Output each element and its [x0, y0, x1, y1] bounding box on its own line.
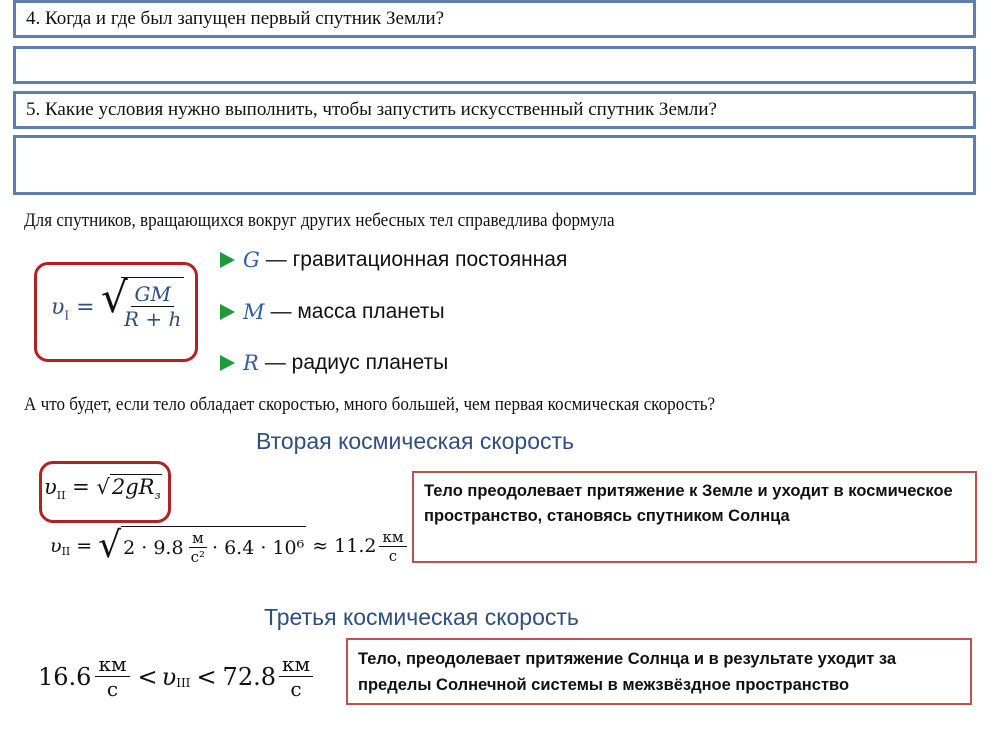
- second-speed-heading: Вторая космическая скорость: [256, 428, 575, 454]
- triangle-bullet-icon: [220, 252, 235, 268]
- question-4-box: [13, 0, 976, 38]
- legend-item-g: G — гравитационная постоянная: [220, 248, 567, 272]
- triangle-bullet-icon: [220, 304, 235, 320]
- escape-question: А что будет, если тело обладает скоростью, много большей, чем первая космическая скорость?: [24, 394, 716, 415]
- legend-item-r: R — радиус планеты: [220, 351, 448, 375]
- first-speed-formula: $\upsilon_I$ =: [51, 295, 95, 323]
- sqrt-sign: √: [101, 273, 128, 322]
- first-speed-formula-box: $\upsilon_I$ = √ $\frac{GM}{R + h}$: [34, 262, 198, 362]
- third-speed-note: Тело, преодолевает притяжение Солнца и в результате уходит за пределы Солнечной системы в межзвёздное пространство: [346, 638, 972, 705]
- question-5-text: 5. Какие условия нужно выполнить, чтобы запустить искусственный спутник Земли?: [26, 99, 717, 120]
- third-speed-inequality: 16.6 $\frac{км}{с}$ < υ $_{III}$ < 72.8 $\frac{км}{с}$: [38, 652, 313, 701]
- legend-item-m: M — масса планеты: [220, 300, 445, 324]
- third-speed-heading: Третья космическая скорость: [264, 604, 579, 630]
- answer-5-field[interactable]: [13, 135, 976, 195]
- second-speed-calculation: υ $_{II}$ = √ 2 · 9.8 $\frac{м}{\text{с²}}$ · 6.4 · 10⁶ ≈ 11.2 $\frac{км}{с}$: [50, 526, 407, 566]
- second-speed-formula: $\upsilon_{II} = √2gR_з$: [44, 475, 161, 503]
- question-4-text: 4. Когда и где был запущен первый спутник Земли?: [26, 8, 445, 29]
- answer-4-field[interactable]: [13, 46, 976, 84]
- intro-text: Для спутников, вращающихся вокруг других небесных тел справедлива формула: [24, 210, 615, 231]
- question-5-box: [13, 91, 976, 129]
- triangle-bullet-icon: [220, 355, 235, 371]
- second-speed-formula-box: [39, 461, 171, 523]
- second-speed-note: Тело преодолевает притяжение к Земле и уходит в космическое пространство, становясь спутником Солнца: [412, 471, 977, 563]
